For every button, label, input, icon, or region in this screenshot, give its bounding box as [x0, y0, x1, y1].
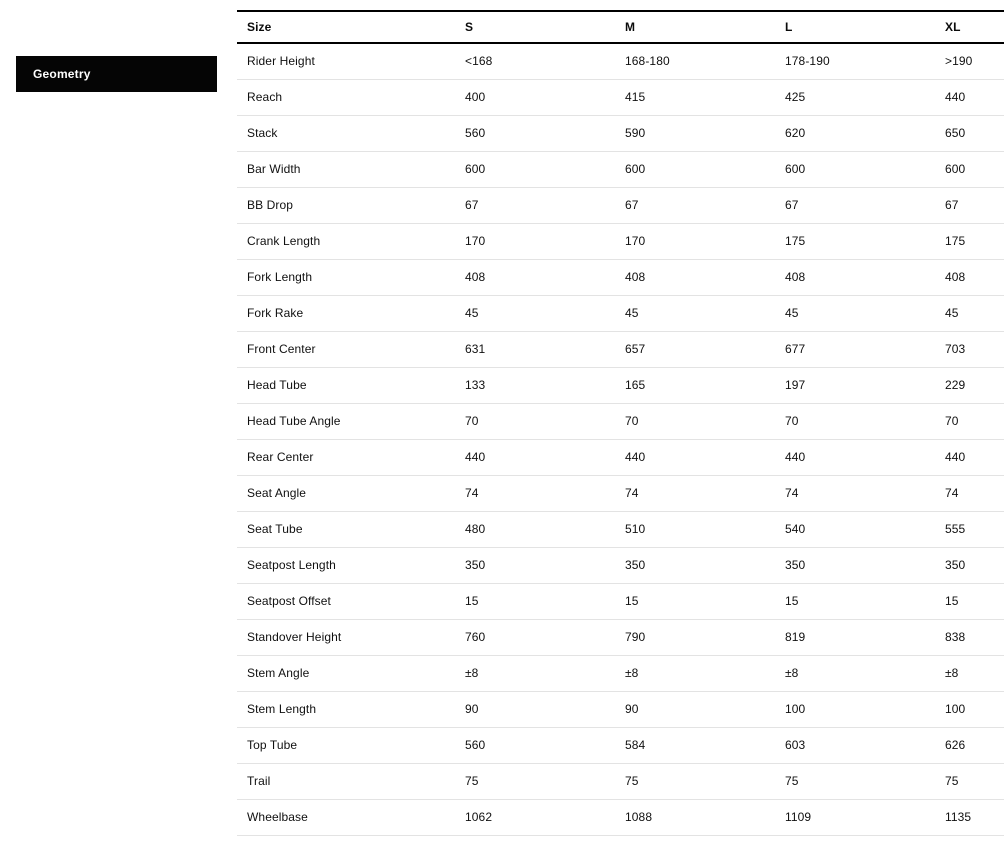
- cell: 74: [775, 475, 935, 511]
- cell: 600: [455, 151, 615, 187]
- cell: 408: [775, 259, 935, 295]
- table-row: [237, 331, 1004, 367]
- row-label: Rear Center: [237, 439, 455, 475]
- cell: 197: [775, 367, 935, 403]
- row-label: Stem Length: [237, 691, 455, 727]
- cell: 45: [775, 295, 935, 331]
- cell: 540: [775, 511, 935, 547]
- row-label: Seat Angle: [237, 475, 455, 511]
- table-row: [237, 799, 1004, 835]
- cell: 229: [935, 367, 1004, 403]
- row-label: Seatpost Length: [237, 547, 455, 583]
- cell: 626: [935, 727, 1004, 763]
- column-header-s: S: [455, 11, 615, 43]
- cell: 350: [935, 547, 1004, 583]
- row-label: Seatpost Offset: [237, 583, 455, 619]
- cell: 584: [615, 727, 775, 763]
- cell: 67: [775, 187, 935, 223]
- cell: 75: [935, 763, 1004, 799]
- cell: 603: [775, 727, 935, 763]
- cell: ±8: [935, 655, 1004, 691]
- table-row: [237, 583, 1004, 619]
- cell: 15: [935, 583, 1004, 619]
- cell: 819: [775, 619, 935, 655]
- cell: >190: [935, 43, 1004, 79]
- cell: 70: [615, 403, 775, 439]
- cell: 657: [615, 331, 775, 367]
- cell: 600: [935, 151, 1004, 187]
- cell: 440: [775, 439, 935, 475]
- header-row: [237, 11, 1004, 43]
- row-label: Head Tube: [237, 367, 455, 403]
- cell: 45: [455, 295, 615, 331]
- cell: 677: [775, 331, 935, 367]
- cell: 15: [775, 583, 935, 619]
- table-row: [237, 151, 1004, 187]
- column-header-xl: XL: [935, 11, 1004, 43]
- table-row: [237, 763, 1004, 799]
- cell: 1109: [775, 799, 935, 835]
- cell: 170: [455, 223, 615, 259]
- cell: 70: [455, 403, 615, 439]
- table-row: [237, 655, 1004, 691]
- cell: 350: [615, 547, 775, 583]
- cell: 350: [455, 547, 615, 583]
- cell: 170: [615, 223, 775, 259]
- cell: 838: [935, 619, 1004, 655]
- cell: 790: [615, 619, 775, 655]
- cell: 75: [455, 763, 615, 799]
- table-row: [237, 691, 1004, 727]
- table-header: [237, 11, 1004, 43]
- cell: 415: [615, 79, 775, 115]
- cell: 510: [615, 511, 775, 547]
- cell: 67: [455, 187, 615, 223]
- cell: 165: [615, 367, 775, 403]
- geometry-table: [237, 10, 1004, 836]
- table-body: [237, 43, 1004, 835]
- table-row: [237, 295, 1004, 331]
- sidebar-item-label: Geometry: [33, 67, 91, 81]
- table-row: [237, 475, 1004, 511]
- cell: 67: [615, 187, 775, 223]
- cell: 480: [455, 511, 615, 547]
- row-label: Trail: [237, 763, 455, 799]
- row-label: Reach: [237, 79, 455, 115]
- row-label: Standover Height: [237, 619, 455, 655]
- row-label: Wheelbase: [237, 799, 455, 835]
- row-label: Stack: [237, 115, 455, 151]
- cell: 350: [775, 547, 935, 583]
- cell: 440: [455, 439, 615, 475]
- cell: 75: [775, 763, 935, 799]
- cell: 408: [615, 259, 775, 295]
- cell: 555: [935, 511, 1004, 547]
- cell: 440: [935, 79, 1004, 115]
- column-header-m: M: [615, 11, 775, 43]
- cell: 440: [615, 439, 775, 475]
- cell: 408: [935, 259, 1004, 295]
- table-row: [237, 619, 1004, 655]
- cell: ±8: [615, 655, 775, 691]
- cell: 67: [935, 187, 1004, 223]
- row-label: Top Tube: [237, 727, 455, 763]
- cell: 560: [455, 727, 615, 763]
- row-label: Bar Width: [237, 151, 455, 187]
- cell: 650: [935, 115, 1004, 151]
- cell: 1135: [935, 799, 1004, 835]
- cell: 425: [775, 79, 935, 115]
- cell: 45: [935, 295, 1004, 331]
- table-row: [237, 367, 1004, 403]
- cell: 90: [615, 691, 775, 727]
- row-label: BB Drop: [237, 187, 455, 223]
- cell: 560: [455, 115, 615, 151]
- cell: 70: [775, 403, 935, 439]
- cell: 1062: [455, 799, 615, 835]
- cell: 15: [615, 583, 775, 619]
- cell: 15: [455, 583, 615, 619]
- table-row: [237, 403, 1004, 439]
- cell: 133: [455, 367, 615, 403]
- row-label: Fork Rake: [237, 295, 455, 331]
- cell: <168: [455, 43, 615, 79]
- cell: 175: [775, 223, 935, 259]
- column-header-size: Size: [237, 11, 455, 43]
- cell: ±8: [775, 655, 935, 691]
- row-label: Front Center: [237, 331, 455, 367]
- cell: 168-180: [615, 43, 775, 79]
- cell: 408: [455, 259, 615, 295]
- row-label: Crank Length: [237, 223, 455, 259]
- table-row: [237, 547, 1004, 583]
- cell: 45: [615, 295, 775, 331]
- cell: 75: [615, 763, 775, 799]
- cell: 1088: [615, 799, 775, 835]
- cell: 760: [455, 619, 615, 655]
- row-label: Rider Height: [237, 43, 455, 79]
- row-label: Seat Tube: [237, 511, 455, 547]
- table-row: [237, 79, 1004, 115]
- table-row: [237, 727, 1004, 763]
- table-row: [237, 259, 1004, 295]
- cell: 631: [455, 331, 615, 367]
- cell: 100: [775, 691, 935, 727]
- cell: 178-190: [775, 43, 935, 79]
- cell: 600: [775, 151, 935, 187]
- table-row: [237, 115, 1004, 151]
- cell: 400: [455, 79, 615, 115]
- cell: 74: [615, 475, 775, 511]
- table-row: [237, 439, 1004, 475]
- cell: 590: [615, 115, 775, 151]
- cell: ±8: [455, 655, 615, 691]
- cell: 703: [935, 331, 1004, 367]
- cell: 440: [935, 439, 1004, 475]
- table-row: [237, 511, 1004, 547]
- table-row: [237, 43, 1004, 79]
- cell: 600: [615, 151, 775, 187]
- row-label: Head Tube Angle: [237, 403, 455, 439]
- cell: 74: [455, 475, 615, 511]
- row-label: Stem Angle: [237, 655, 455, 691]
- table-row: [237, 223, 1004, 259]
- column-header-l: L: [775, 11, 935, 43]
- sidebar-item-geometry[interactable]: [16, 56, 217, 92]
- cell: 175: [935, 223, 1004, 259]
- row-label: Fork Length: [237, 259, 455, 295]
- cell: 70: [935, 403, 1004, 439]
- table-row: [237, 187, 1004, 223]
- cell: 90: [455, 691, 615, 727]
- cell: 100: [935, 691, 1004, 727]
- cell: 620: [775, 115, 935, 151]
- geometry-table-container: [237, 10, 1004, 836]
- cell: 74: [935, 475, 1004, 511]
